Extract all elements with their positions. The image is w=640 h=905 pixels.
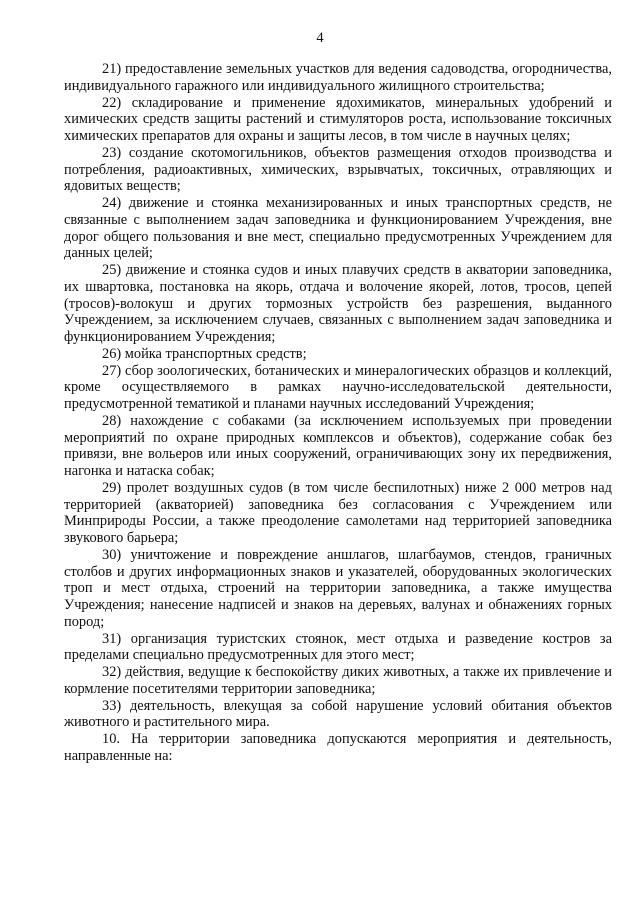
list-item-33: 33) деятельность, влекущая за собой нарушение условий обитания объектов животного и растительного мира.: [64, 697, 612, 731]
list-item-29: 29) пролет воздушных судов (в том числе беспилотных) ниже 2 000 метров над территорией (акваторией) заповедника без согласования с Учреждением или Минприроды России, а также преодоление самолетами над территорией заповедника звукового барьера;: [64, 479, 612, 546]
clause-10: 10. На территории заповедника допускаются мероприятия и деятельность, направленные на:: [64, 731, 612, 764]
list-item-23: 23) создание скотомогильников, объектов размещения отходов производства и потребления, радиоактивных, химических, взрывчатых, токсичных, отравляющих и ядовитых веществ;: [64, 144, 612, 195]
list-item-22: 22) складирование и применение ядохимикатов, минеральных удобрений и химических средств защиты растений и стимуляторов роста, использование токсичных химических препаратов для охраны и защиты лесов, в том числе в научных целях;: [64, 94, 612, 144]
page-number: 4: [316, 30, 324, 46]
list-item-26: 26) мойка транспортных средств;: [102, 345, 307, 362]
list-item-31: 31) организация туристских стоянок, мест отдыха и разведение костров за пределами специально предусмотренных для этого мест;: [64, 630, 612, 664]
document-body: [64, 61, 612, 765]
list-item-21: 21) предоставление земельных участков для ведения садоводства, огородничества, индивидуального гаражного или индивидуального жилищного строительства;: [64, 61, 612, 94]
list-item-30: 30) уничтожение и повреждение аншлагов, шлагбаумов, стендов, граничных столбов и других информационных знаков и указателей, оборудованных экологических троп и мест отдыха, строений на территории заповедника, а также имущества Учреждения; нанесение надписей и знаков на деревьях, валунах и обнажениях горных пород;: [64, 546, 612, 630]
list-item-24: 24) движение и стоянка механизированных и иных транспортных средств, не связанные с выполнением задач заповедника и функционированием Учреждения, вне дорог общего пользования и вне мест, специально предусмотренных Учреждением для данных целей;: [64, 195, 612, 262]
list-item-27: 27) сбор зоологических, ботанических и минералогических образцов и коллекций, кроме осуществляемого в рамках научно-исследовательской деятельности, предусмотренной тематикой и планами научных исследований Учреждения;: [64, 362, 612, 412]
list-item-32: 32) действия, ведущие к беспокойству диких животных, а также их привлечение и кормление посетителями территории заповедника;: [64, 664, 612, 697]
list-item-28: 28) нахождение с собаками (за исключением используемых при проведении мероприятий по охране природных комплексов и объектов), содержание собак без привязи, вне вольеров или иных сооружений, ограничивающих зону их передвижения, нагонка и натаска собак;: [64, 412, 612, 479]
list-item-25: 25) движение и стоянка судов и иных плавучих средств в акватории заповедника, их швартовка, постановка на якорь, отдача и волочение якорей, лотов, тросов, цепей (тросов)-волокуш и других тормозных устройств без разрешения, выданного Учреждением, за исключением случаев, связанных с выполнением задач заповедника и функционированием Учреждения;: [64, 262, 612, 345]
